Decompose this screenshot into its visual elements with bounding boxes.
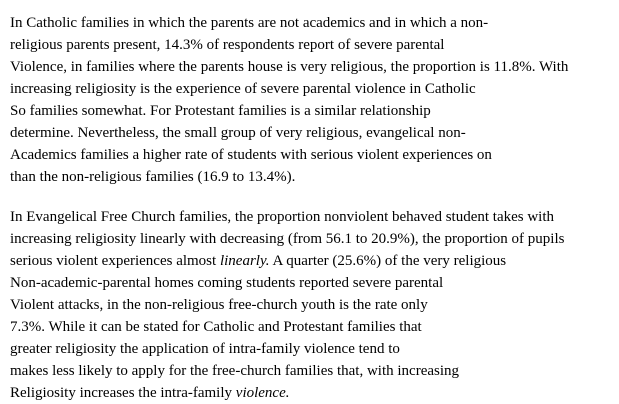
text-segment: Religiosity increases the intra-family — [10, 385, 236, 401]
text-line — [10, 382, 615, 404]
paragraph-free-church — [10, 206, 615, 404]
text-segment: serious violent experiences almost — [10, 253, 220, 269]
text-line — [10, 228, 615, 250]
text-segment: determine. Nevertheless, the small group of very religious, evangelical non- — [10, 125, 466, 141]
text-line — [10, 316, 615, 338]
text-line — [10, 206, 615, 228]
italic-text-segment: linearly. — [219, 253, 270, 269]
text-line — [10, 166, 615, 188]
text-line — [10, 272, 615, 294]
text-line — [10, 360, 615, 382]
italic-text-segment: violence. — [235, 385, 290, 401]
text-segment: increasing religiosity linearly with decreasing (from 56.1 to 20.9%), the proportion of pupils — [10, 231, 565, 247]
text-segment: A quarter (25.6%) of the very religious — [269, 253, 507, 269]
text-line — [10, 78, 615, 100]
text-line — [10, 12, 615, 34]
text-segment: increasing religiosity is the experience of severe parental violence in Catholic — [10, 81, 476, 97]
text-segment: Non-academic-parental homes coming students reported severe parental — [10, 275, 444, 291]
text-segment: greater religiosity the application of intra-family violence tend to — [10, 341, 400, 357]
text-segment: than the non-religious families (16.9 to 13.4%). — [10, 169, 296, 185]
text-line — [10, 144, 615, 166]
text-line — [10, 100, 615, 122]
text-segment: So families somewhat. For Protestant families is a similar relationship — [10, 103, 431, 119]
text-line — [10, 34, 615, 56]
text-segment: Violent attacks, in the non-religious free-church youth is the rate only — [10, 297, 428, 313]
text-segment: makes less likely to apply for the free-church families that, with increasing — [10, 363, 460, 379]
text-line — [10, 338, 615, 360]
text-segment: Academics families a higher rate of students with serious violent experiences on — [10, 147, 492, 163]
paragraph-catholic-protestant — [10, 12, 615, 188]
text-segment: religious parents present, 14.3% of respondents report of severe parental — [10, 37, 445, 53]
text-segment: In Evangelical Free Church families, the proportion nonviolent behaved student takes with — [10, 209, 555, 225]
text-segment: 7.3%. While it can be stated for Catholic and Protestant families that — [10, 319, 422, 335]
text-line — [10, 250, 615, 272]
text-segment: In Catholic families in which the parents are not academics and in which a non- — [10, 15, 489, 31]
text-line — [10, 56, 615, 78]
text-segment: Violence, in families where the parents house is very religious, the proportion is 11.8%. With — [10, 59, 569, 75]
text-line — [10, 294, 615, 316]
text-line — [10, 122, 615, 144]
document-body — [10, 12, 615, 404]
